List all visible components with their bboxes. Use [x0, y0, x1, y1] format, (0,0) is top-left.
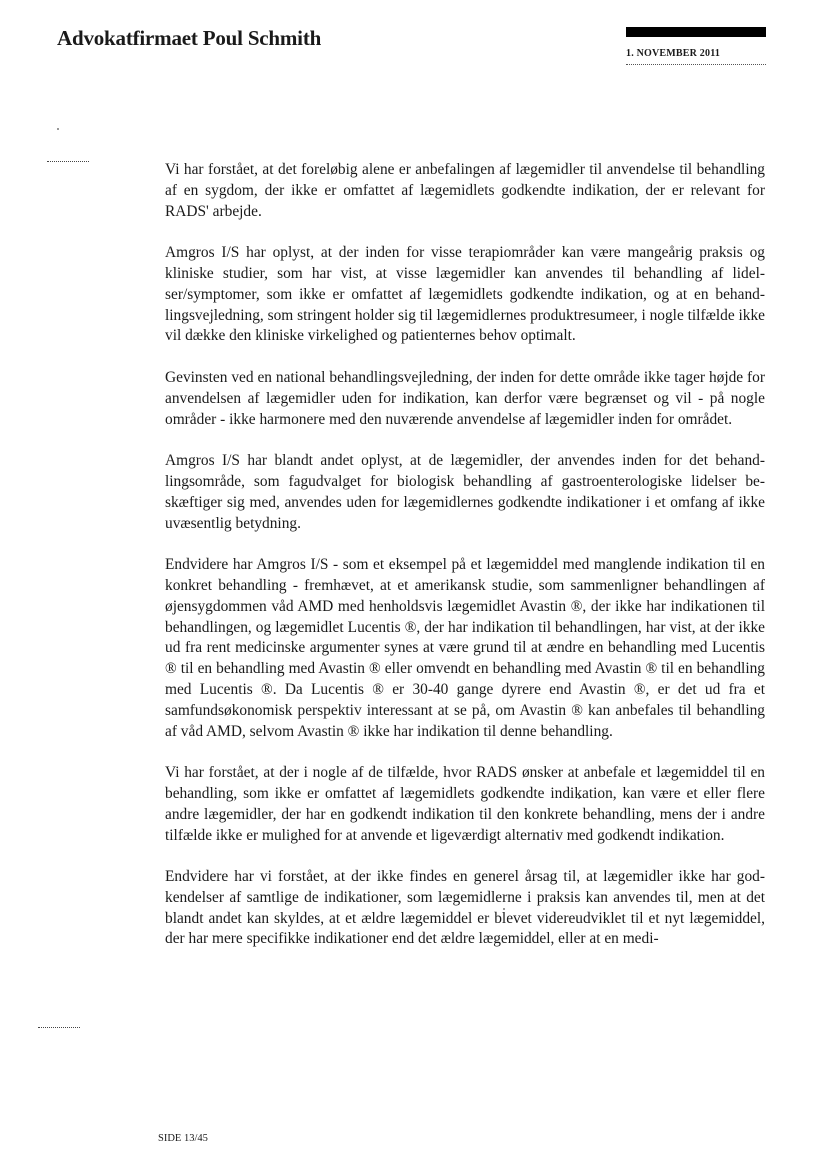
- firm-name: Advokatfirmaet Poul Schmith: [57, 26, 322, 50]
- paragraph: Gevinsten ved en national behandlingsvejledning, der inden for dette område ikke tager højde for anvendelsen af lægemidler uden for indikation, kan derfor være begrænset og vil - på nogle områder - ikke harmonere med den nuværende anvendelse af lægemidler inden for området.: [165, 368, 765, 428]
- date-block: [626, 27, 766, 65]
- paragraph: Vi har forstået, at det foreløbig alene er anbefalingen af lægemidler til anvendelse til behandling af en sygdom, der ikke er omfattet af lægemidlets godkendte indikation, der er relevant for RADS' arbejde.: [165, 161, 765, 220]
- paragraph: Endvidere har Amgros I/S - som et eksempel på et lægemiddel med manglende indikation til en konkret behandling - fremhævet, at et amerikansk studie, som sammenligner behandlingen af øjensygdommen våd AMD med henholdsvis lægemidlet Avastin ®, der ikke har indikationen til behandlingen, og lægemidlet Lucentis ®, der har indikation til behandlingen, har vist, at der ikke ud fra rent medicinske argumenter synes at være grund til at ændre en behandling med Lucentis ® til en behandling med Avastin ® eller omvendt en behandling med Avastin ® til en behandling med Lucentis ®. Da Lucentis ® er 30-40 gange dyrere end Avastin ®, er det ud fra et samfundsøkonomisk perspektiv interessant at se på, om Avastin ® kan anbefales til behandling af våd AMD, selvom Avastin ® ikke har indikation til denne behandling.: [165, 556, 765, 740]
- scan-speck: [57, 128, 59, 130]
- date-rule: [626, 64, 766, 65]
- date-bar: [626, 27, 766, 37]
- paragraph: Vi har forstået, at der i nogle af de tilfælde, hvor RADS ønsker at anbefale et lægemiddel til en behandling, som ikke er omfattet af lægemidlets godkendte indikation, kan være et eller flere andre lægemidler, der har en godkendt indikation til den konkrete behandling, mens der i andre tilfælde ikke er mulighed for at anvende et ligeværdigt alternativ med godkendt indikation.: [165, 764, 765, 844]
- margin-marker: [38, 1027, 80, 1028]
- paragraph: Endvidere har vi forstået, at der ikke findes en generel årsag til, at lægemidler ikke har godkendelser af samtlige de indikationer, som lægemidlerne i praksis kan anvendes til, men at det blandt andet kan skyldes, at et ældre lægemiddel er blevet videreudviklet til et nyt lægemiddel, der har mere specifikke indikationer end det ældre lægemiddel, eller at en medi-: [165, 868, 765, 948]
- document-body: [165, 160, 765, 971]
- document-date: 1. NOVEMBER 2011: [626, 48, 721, 59]
- margin-marker: [47, 161, 89, 162]
- page-number: SIDE 13/45: [158, 1133, 208, 1144]
- paragraph: Amgros I/S har blandt andet oplyst, at de lægemidler, der anvendes inden for det behandlingsområde, som fagudvalget for biologisk behandling af gastroenterologiske lidelser beskæftiger sig med, anvendes uden for lægemidlernes godkendte indikationer i et omfang af ikke uvæsentlig betydning.: [165, 452, 765, 532]
- paragraph: Amgros I/S har oplyst, at der inden for visse terapiområder kan være mangeårig praksis og kliniske studier, som har vist, at visse lægemidler kan anvendes til behandling af lidelser/symptomer, som ikke er omfattet af lægemidlets godkendte indikation, og at en behandlingsvejledning, som stringent holder sig til lægemidlernes produktresumeer, i nogle tilfælde ikke vil dække den kliniske virkelighed og patienternes behov optimalt.: [165, 244, 765, 345]
